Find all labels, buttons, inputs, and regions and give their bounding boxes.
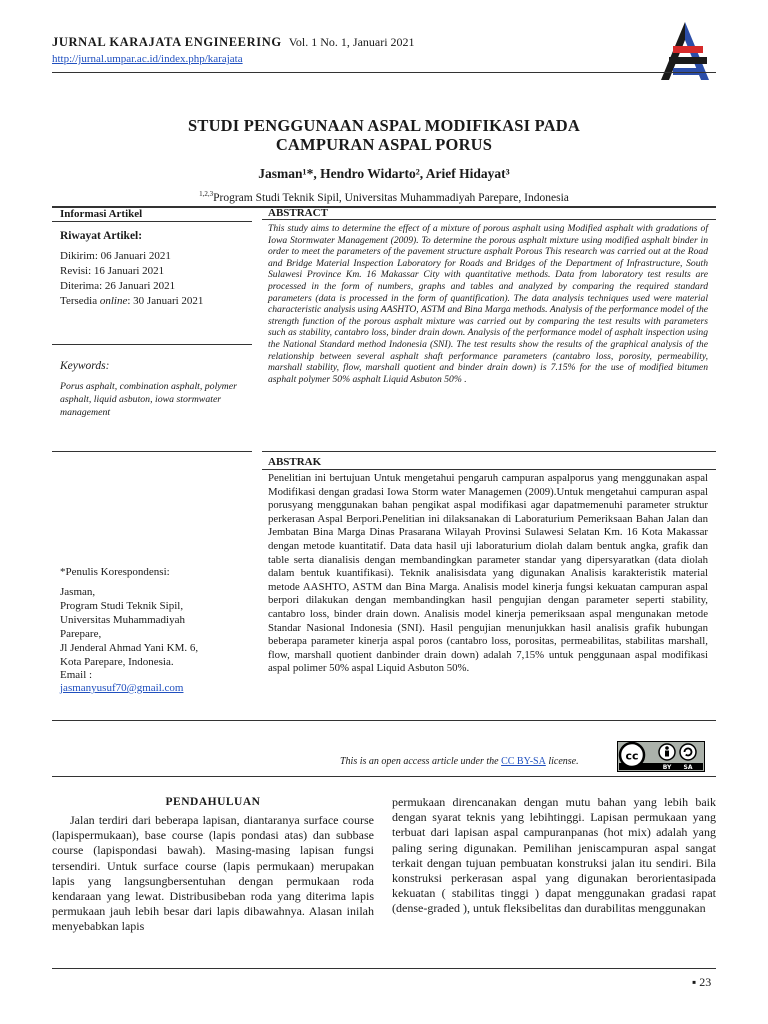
available-online: online xyxy=(99,295,128,307)
info-bottom-rule xyxy=(52,720,716,721)
corr-line-4: Jl Jenderal Ahmad Yani KM. 6, xyxy=(60,642,199,654)
corr-email-label: Email : xyxy=(60,669,93,681)
badge-sa-label: SA xyxy=(683,764,693,771)
body-right-column: permukaan direncanakan dengan mutu bahan yang lebih baik dengan syarat teknis yang lebihtinggi. Lapisan permukaan yang terbuat dari lapisan aspal campuranpanas (hot mix) adalah yang paling sering digunakan. Pemilihan jeniscampuran aspal sangat terkait dengan tujuan pembuatan konstruksi jalan itu sendiri. Bila konstruksi perkerasan aspal yang digunakan berorientasipada kekuatan ( stabilitas tinggi ) dapat menggunakan gradasi rapat (dense-graded ), untuk fleksibelitas dan durabilitas menggunakan xyxy=(392,795,716,916)
paper-title xyxy=(52,116,716,154)
abstract-heading: ABSTRACT xyxy=(268,207,328,219)
corr-line-1: Program Studi Teknik Sipil, xyxy=(60,600,184,612)
corr-line-2: Universitas Muhammadiyah xyxy=(60,614,185,626)
info-top-rule xyxy=(52,206,716,208)
journal-logo xyxy=(655,20,715,90)
authors: Jasman¹*, Hendro Widarto², Arief Hidayat³ xyxy=(258,166,510,181)
section-heading-pendahuluan: PENDAHULUAN xyxy=(165,796,261,808)
affiliation-sup: 1,2,3 xyxy=(199,190,214,198)
abstract-bottom-rule xyxy=(262,451,716,452)
badge-by-label: BY xyxy=(662,764,672,771)
abstrak-text: Penelitian ini bertujuan Untuk mengetahui pengaruh campuran aspalporus yang menggunakan aspal Modifikasi dengan gradasi Iowa Storm water Managemen (2009).Untuk mengetahui campuran aspal porusyang menggunakan bahan pengikat aspal modifikasi agar dapatmemenuhi parameter struktur perkerasan Aspal Berpori.Penelitian ini dilaksanakan di Laboraturium Pemeriksaan Bahan Jalan dan Jembatan Bina Marga Dinas Prasarana Wilayah Provinsi Sulawesi Selatan Km. 16 Kota Makassar dengan metode kuantitatif. Data data hasil uji laboraturium diolah dalam bentuk angka, grafik dan table serta dianalisis dengan membandingkan parameter standar yang dipersyaratkan (data diolah dalam bentuk kuantifikasi). Teknik analisisdata yang digunakan Analisis karakteristik material metode AASHTO, ASTM dan Bina Marga. Analisis model kinerja fungsi kekuatan campuran aspal berpori dilakukan dengan membandingkan hasil pengujian dengan parameter seperti stability, cantabro loss, binder drain down. Analisis model kinerja pemeriksaan aspal mengunakan metode Standar Nasional Indonesia (SNI). Hasil pengujian menunjukkan hasil analisis grafik hubungan beberapa parameter kinerja aspal poros (cantabro loss, porositas, permeabilitas, stabilitas marshall, flow, marshall quotient danbinder drain down) adalah 7,15% untuk penggunaan aspal modifikasi aspal polimer 50% aspal Liquid Asbuton 50%. xyxy=(268,472,708,675)
license-suffix: license. xyxy=(545,756,579,767)
header-rule xyxy=(52,72,716,73)
title-line-2: CAMPURAN ASPAL PORUS xyxy=(275,135,493,154)
abstrak-heading-rule xyxy=(262,469,716,470)
corr-line-3: Parepare, xyxy=(60,628,102,640)
corr-line-5: Kota Parepare, Indonesia. xyxy=(60,656,174,668)
keywords-heading: Keywords: xyxy=(60,360,110,372)
title-line-1: STUDI PENGGUNAAN ASPAL MODIFIKASI PADA xyxy=(187,116,581,135)
affiliation xyxy=(52,190,716,204)
affiliation-text: Program Studi Teknik Sipil, Universitas Muhammadiyah Parepare, Indonesia xyxy=(213,191,569,204)
history-rule xyxy=(52,344,252,345)
date-submitted: Dikirim: 06 Januari 2021 xyxy=(60,250,171,262)
info-heading: Informasi Artikel xyxy=(60,208,143,220)
cc-by-sa-badge[interactable] xyxy=(617,741,705,772)
license-rule xyxy=(52,776,716,777)
license-prefix: This is an open access article under the xyxy=(340,756,502,767)
abstract-text: This study aims to determine the effect of a mixture of porous asphalt using Modified asphalt with gradations of Iowa Stormwater Management (2009). To determine the porous asphalt mixture using modified asphalt binder in order to meet the parameters of the pavement structure asphalt Porous This research was carried out at the Road and Bridge Material Inspection Laboratory for Roads and Bridges of the Department of Infrastructure, South Sulawesi Province Km. 16 Makassar City with quantitative methods. Data from laboratory test results are processed in the form of numbers, graphs and tables and analyzed by comparing the required standard parameters (data is processed in the form of quantification). The data analysis techniques used were material characteristic analysis using AASHTO, ASTM and Bina Marga methods. Analysis of the performance model of the strength function of the porous asphalt mixture was carried out by comparing the test results with parameters such as stability, cantabro loss, binder drain down. Analysis of the performance model of asphalt inspection using the National Standard method Indonesia (SNI). The test results show the results of the graphical analysis of the relationship between several asphalt shaft performance parameters (cantabro loss, porosity, permeability, marshall stability, flow, marshall quotient and binder drain down) is 7.15% for the use of modified bitumen asphalt polymer 50% asphalt Liquid Asbuton 50% . xyxy=(268,223,708,385)
date-accepted: Diterima: 26 Januari 2021 xyxy=(60,280,176,292)
date-available xyxy=(60,294,203,309)
abstract-heading-rule xyxy=(262,219,716,220)
license-line xyxy=(340,756,579,767)
journal-volume: Vol. 1 No. 1, Januari 2021 xyxy=(288,35,415,49)
svg-text:cc: cc xyxy=(625,749,639,763)
keywords-text: Porus asphalt, combination asphalt, polymer asphalt, liquid asbuton, iowa stormwater management xyxy=(60,381,237,418)
body-left-column: Jalan terdiri dari beberapa lapisan, diantaranya surface course (lapispermukaan), base course (lapis pondasi atas) dan subbase course (lapispondasi bawah). Masing-masing lapisan fungsi tersendiri. Untuk surface course (lapis permukaan) merupakan lapis yang langsungbersentuhan dengan permukaan roda kendaraan yang lewat. Distribusibeban roda yang diterima lapis permukaan jauh lebih besar dari lapis dibawahnya. Alasan inilah menyebabkan lapis xyxy=(52,813,374,934)
journal-header xyxy=(52,35,415,50)
license-link[interactable]: CC BY-SA xyxy=(501,756,546,767)
corr-email-link[interactable]: jasmanyusuf70@gmail.com xyxy=(60,682,184,694)
corr-heading xyxy=(60,565,170,580)
abstrak-heading: ABSTRAK xyxy=(268,456,322,468)
corr-heading-text: *Penulis Korespondensi: xyxy=(60,566,170,578)
corr-name: Jasman, xyxy=(60,586,96,598)
available-date: : 30 Januari 2021 xyxy=(127,295,204,307)
footer-rule xyxy=(52,968,716,969)
date-revised: Revisi: 16 Januari 2021 xyxy=(60,265,165,277)
journal-url[interactable]: http://jurnal.umpar.ac.id/index.php/karajata xyxy=(52,53,243,65)
available-prefix: Tersedia xyxy=(60,295,100,307)
journal-name: JURNAL KARAJATA ENGINEERING xyxy=(52,35,282,49)
keywords-rule xyxy=(52,451,252,452)
history-heading: Riwayat Artikel: xyxy=(60,230,143,242)
page-number: ▪ 23 xyxy=(692,975,712,989)
page-number-value: 23 xyxy=(699,975,712,989)
